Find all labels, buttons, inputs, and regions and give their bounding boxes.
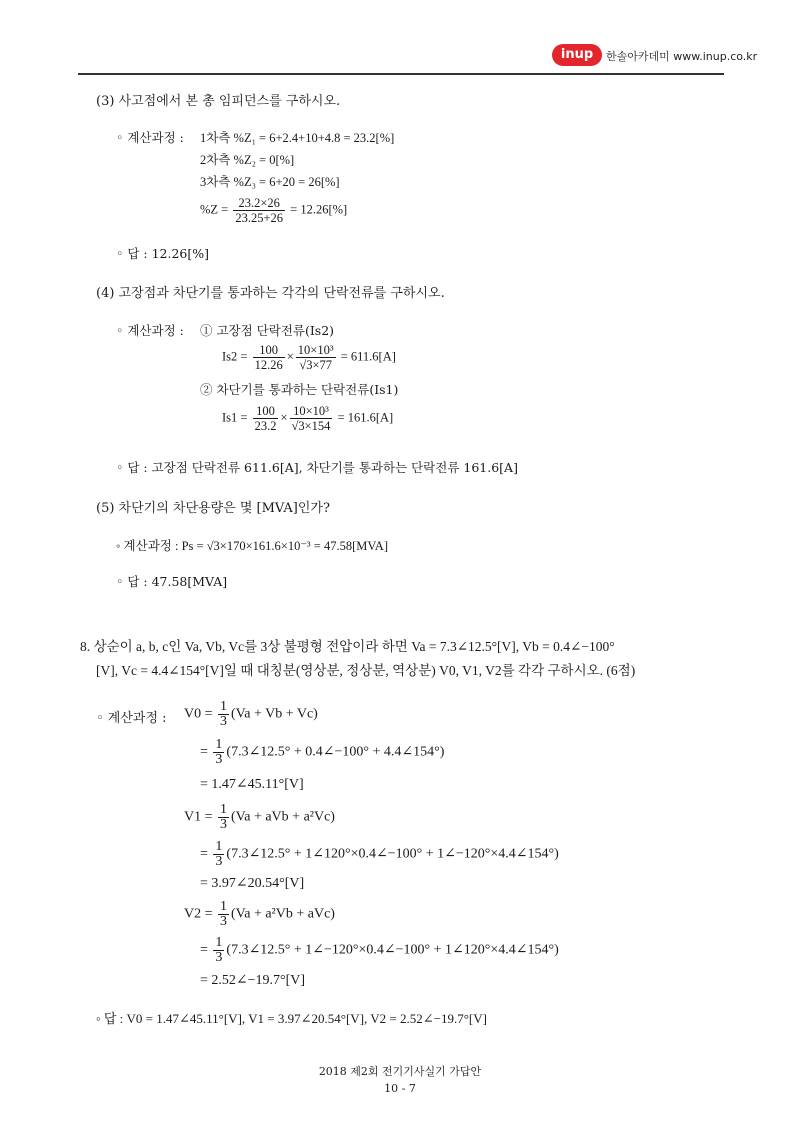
q4-eq1-den2: √3×77 <box>299 358 332 372</box>
q8-v2-def <box>184 900 335 929</box>
q8-three: 3 <box>220 714 228 729</box>
q4-eq1-num1: 100 <box>253 343 285 358</box>
q8-v0-third <box>218 700 229 729</box>
q8-three: 3 <box>220 817 228 832</box>
q8-eq-sign: = <box>200 942 208 958</box>
q5-answer: ◦ 답 : 47.58[MVA] <box>116 574 228 589</box>
q8-three: 3 <box>220 914 228 929</box>
q4-sub1-title: ① 고장점 단락전류(Is2) <box>200 323 335 338</box>
q4-title: (4) 고장점과 차단기를 통과하는 각각의 단락전류를 구하시오. <box>96 286 445 301</box>
q8-three: 3 <box>215 950 223 965</box>
q8-v0-result: = 1.47∠45.11°[V] <box>200 777 304 792</box>
q8-eq-sign: = <box>200 744 208 760</box>
q3-frac-den: 23.25+26 <box>235 211 284 225</box>
q5-title: (5) 차단기의 차단용량은 몇 [MVA]인가? <box>96 501 330 516</box>
q4-answer: ◦ 답 : 고장점 단락전류 611.6[A], 차단기를 통과하는 단락전류 161.6[A] <box>116 460 518 475</box>
q4-eq2-lhs: Is1 = <box>222 410 248 425</box>
q3-line4-lhs: %Z = <box>200 202 229 217</box>
q4-eq1-num2: 10×10³ <box>297 343 334 357</box>
q3-answer: ◦ 답 : 12.26[%] <box>116 246 209 261</box>
q4-eq2-num2: 10×10³ <box>290 404 333 419</box>
q8-v1-result: = 3.97∠20.54°[V] <box>200 876 305 891</box>
q4-calc-label: ◦ 계산과정 : <box>116 323 184 338</box>
q4-eq2-den2: √3×154 <box>291 419 331 433</box>
q8-title-line1: 8. 상순이 a, b, c인 Va, Vb, Vc를 3상 불평형 전압이라 하면 Va = 7.3∠12.5°[V], Vb = 0.4∠−100° <box>80 639 615 654</box>
q8-v2-expr: (Va + a²Vb + aVc) <box>231 906 335 922</box>
q8-v2-subst <box>200 936 559 965</box>
q8-three: 3 <box>215 854 223 869</box>
q3-line2: 2차측 %Z₂ = 0[%] <box>200 153 295 167</box>
q4-eq1-den1: 12.26 <box>254 358 283 372</box>
q3-line4 <box>200 196 347 225</box>
q8-v1-subst <box>200 840 559 869</box>
q8-answer: ◦ 답 : V0 = 1.47∠45.11°[V], V1 = 3.97∠20.54°[V], V2 = 2.52∠−19.7°[V] <box>96 1011 487 1026</box>
q3-line3: 3차측 %Z₃ = 6+20 = 26[%] <box>200 175 340 189</box>
q8-v0-subst <box>200 738 444 767</box>
q8-one: 1 <box>220 699 228 714</box>
header-rule <box>78 73 724 75</box>
q3-line1: 1차측 %Z₁ = 6+2.4+10+4.8 = 23.2[%] <box>200 131 395 145</box>
q8-one: 1 <box>215 935 223 950</box>
q4-eq2-frac1 <box>253 404 279 433</box>
q8-v0-lhs: V0 = <box>184 706 213 722</box>
q4-eq1-frac1 <box>253 343 285 372</box>
q8-one: 1 <box>220 899 228 914</box>
q4-eq2-num1: 100 <box>253 404 279 419</box>
q8-three: 3 <box>215 752 223 767</box>
q3-line4-rhs: = 12.26[%] <box>290 202 348 217</box>
q8-one: 1 <box>220 802 228 817</box>
q8-one: 1 <box>215 737 223 752</box>
q3-title: (3) 사고점에서 본 총 임피던스를 구하시오. <box>96 94 341 109</box>
q5-calc: ◦ 계산과정 : Ps = √3×170×161.6×10⁻³ = 47.58[MVA] <box>116 539 388 553</box>
q4-eq1-frac2 <box>296 343 336 372</box>
q3-fraction <box>233 196 285 225</box>
q8-v1-expr: (Va + aVb + a²Vc) <box>231 809 335 825</box>
q8-v2-result: = 2.52∠−19.7°[V] <box>200 973 306 988</box>
inup-logo: inup <box>552 44 602 66</box>
q4-eq1-rhs: = 611.6[A] <box>340 349 396 364</box>
q4-eq2-rhs: = 161.6[A] <box>337 410 394 425</box>
q8-v2-lhs: V2 = <box>184 906 213 922</box>
q4-eq2: Is1 = $\frac{100}{23.2}$ × $\frac{\text{10×10³}}{√3\times 154}$ = 161.6[A] <box>222 404 394 433</box>
q8-v2-sub: (7.3∠12.5° + 1∠−120°×0.4∠−100° + 1∠120°×4.4∠154°) <box>226 942 559 958</box>
q8-v0-expr: (Va + Vb + Vc) <box>231 706 318 722</box>
q4-sub2-title: ② 차단기를 통과하는 단락전류(Is1) <box>200 382 399 397</box>
q4-eq1-lhs: Is2 = <box>222 349 248 364</box>
q8-v2-third <box>218 900 229 929</box>
page-number: 10 - 7 <box>384 1082 416 1095</box>
brand-text: 한솔아카데미 www.inup.co.kr <box>606 50 758 63</box>
q8-v0-third2 <box>213 738 224 767</box>
q8-v1-def <box>184 803 335 832</box>
footer-title: 2018 제2회 전기기사실기 가답안 <box>318 1065 482 1078</box>
q3-frac-num: 23.2×26 <box>233 196 285 211</box>
q4-eq2-frac2 <box>290 404 333 433</box>
q8-eq-sign: = <box>200 846 208 862</box>
q4-eq2-den1: 23.2 <box>254 419 277 433</box>
q3-calc-label: ◦ 계산과정 : <box>116 130 184 145</box>
q8-v1-third2 <box>213 840 224 869</box>
q8-title-line2: [V], Vc = 4.4∠154°[V]일 때 대칭분(영상분, 정상분, 역상분) V0, V1, V2를 각각 구하시오. (6점) <box>96 663 636 678</box>
q8-v2-third2 <box>213 936 224 965</box>
q8-v1-third <box>218 803 229 832</box>
q8-one: 1 <box>215 839 223 854</box>
q8-calc-label: ◦ 계산과정 : <box>96 711 167 726</box>
q8-v1-lhs: V1 = <box>184 809 213 825</box>
q8-v1-sub: (7.3∠12.5° + 1∠120°×0.4∠−100° + 1∠−120°×4.4∠154°) <box>226 846 559 862</box>
q8-v0-sub: (7.3∠12.5° + 0.4∠−100° + 4.4∠154°) <box>226 744 445 760</box>
q8-v0-def <box>184 700 318 729</box>
q4-eq1: Is2 = $\frac{100}{12.26}$ × $\frac{\text{10×10³}}{√3\times 77}$ = 611.6[A] <box>222 343 396 372</box>
